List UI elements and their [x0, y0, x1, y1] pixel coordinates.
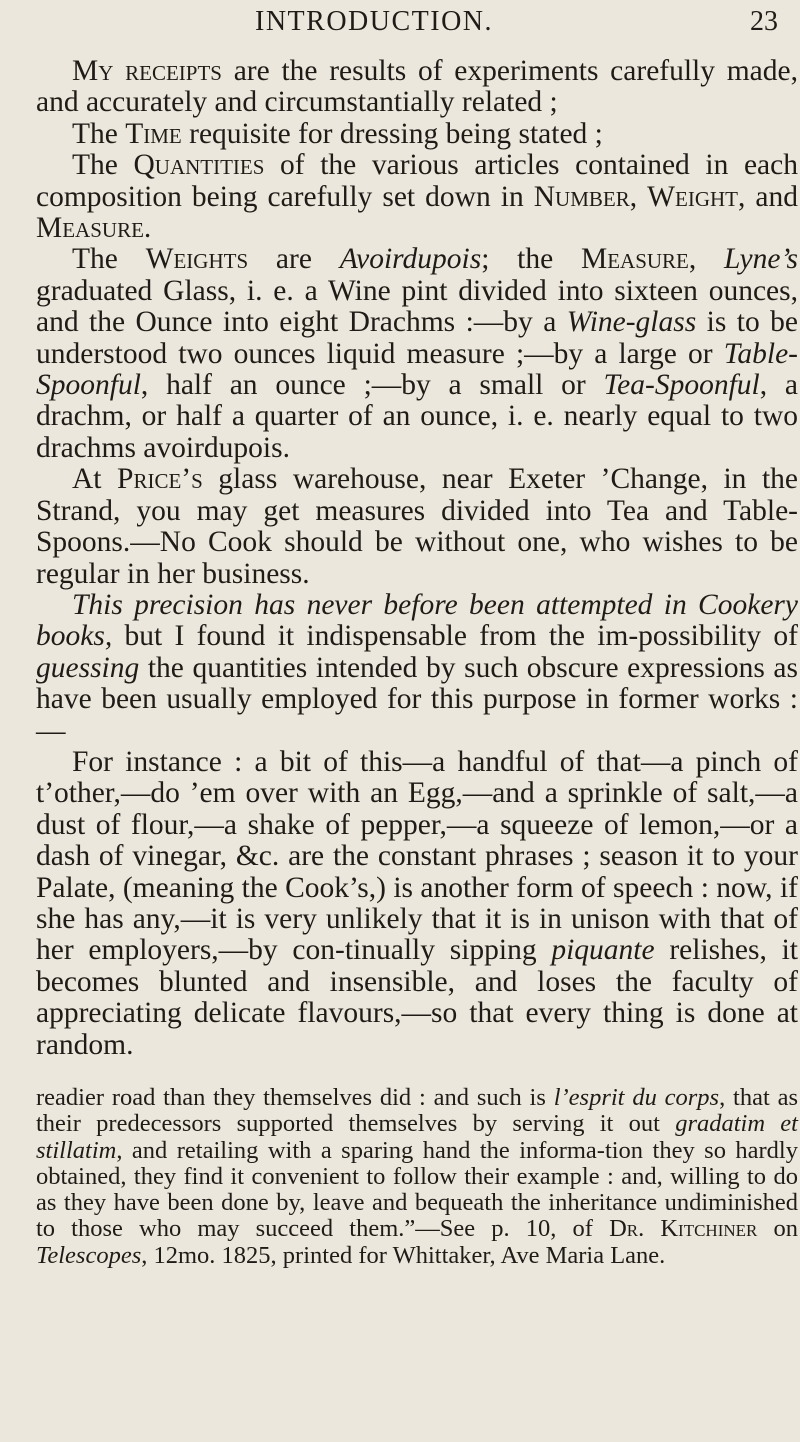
- paragraph-receipts: [36, 56, 798, 119]
- term-avoirdupois: Avoirdupois: [339, 243, 482, 276]
- term-telescopes: Telescopes: [36, 1241, 142, 1269]
- term-quantities: Quantities: [133, 149, 265, 182]
- term-wine-glass: Wine-glass: [566, 306, 697, 339]
- paragraph-weights: [36, 244, 798, 464]
- term-piquante: piquante: [551, 934, 655, 967]
- term-measure: Measure: [36, 212, 144, 245]
- text-run: The: [72, 149, 134, 182]
- text-run: graduated Glass, i. e. a Wine pint divided into sixteen ounces, and the Ounce into eight Drachms :—by a: [36, 274, 798, 339]
- text-run: The: [72, 243, 146, 276]
- term-number: Number: [533, 180, 630, 213]
- footnote: [36, 1085, 798, 1269]
- text-run: requisite for dressing being stated ;: [181, 117, 603, 150]
- text-run: The: [72, 117, 126, 150]
- text-run: but I found it indispensable from the im-possibility of: [112, 620, 798, 653]
- term-price: Price’s: [117, 463, 203, 496]
- footnote-text: [36, 1085, 798, 1269]
- text-run: , half an ounce ;—by a small or: [140, 369, 604, 402]
- term-lynes: Lyne’s: [724, 243, 798, 276]
- paragraph-quantities: [36, 150, 798, 244]
- text-run: , and: [737, 180, 798, 213]
- term-table-spoonful: Table-Spoonful: [36, 337, 798, 402]
- term-kitchiner: Dr. Kitchiner: [609, 1215, 758, 1243]
- text-run: readier road than they themselves did : and such is: [36, 1084, 554, 1111]
- text-run: glass warehouse, near Exeter ’Change, in the Strand, you may get measures divided into Tea and Table-Spoons.—No Cook should be without one, who wishes to be regular in her business.: [36, 463, 798, 590]
- term-weight: Weight: [647, 180, 738, 213]
- paragraph-price: [36, 464, 798, 590]
- page-header: [0, 6, 800, 46]
- text-run: are the results of experiments carefully made, and accurately and circumstantially related ;: [36, 55, 798, 119]
- term-esprit: l’esprit du corps: [553, 1084, 720, 1111]
- italic-lead: This precision has never before been attempted in Cookery books,: [36, 588, 798, 653]
- text-run: ,: [688, 243, 725, 276]
- text-run: .: [143, 212, 152, 245]
- text-run: , that as their predecessors supported themselves by serving it out: [36, 1084, 798, 1138]
- paragraph-lead: My receipts: [72, 55, 222, 87]
- text-run: ,: [629, 180, 648, 213]
- text-run: are: [248, 243, 340, 276]
- term-guessing: guessing: [36, 651, 140, 684]
- paragraph-time: [36, 119, 798, 150]
- text-run: At: [72, 463, 118, 496]
- text-run: ; the: [481, 243, 581, 276]
- running-title: INTRODUCTION.: [255, 6, 494, 37]
- page-number: 23: [750, 6, 778, 37]
- main-text: [36, 56, 798, 1061]
- term-tea-spoonful: Tea-Spoonful: [603, 369, 760, 402]
- text-run: , 12mo. 1825, printed for Whittaker, Ave Maria Lane.: [141, 1241, 666, 1269]
- text-run: , and retailing with a sparing hand the informa-tion they so hardly obtained, they find it convenient to follow their example : and, willing to do as they have been done by, leave and bequeath the inheritance undiminished to those who may succeed them.”—See p. 10, of: [36, 1136, 798, 1243]
- paragraph-precision: [36, 590, 798, 747]
- text-run: , a drachm, or half a quarter of an ounce, i. e. nearly equal to two drachms avoirdupois.: [36, 369, 799, 464]
- term-weights: Weights: [145, 243, 249, 276]
- text-run: the quantities intended by such obscure expressions as have been usually employed for this purpose in former works : —: [36, 651, 798, 747]
- text-run: For instance : a bit of this—a handful of that—a pinch of t’other,—do ’em over with an Egg,—and a sprinkle of salt,—a dust of flour,—a shake of pepper,—a squeeze of lemon,—or a dash of vinegar, &c. are the constant phrases ; season it to your Palate, (meaning the Cook’s,) is another form of speech : now, if she has any,—it is very unlikely that it is in unison with that of her employers,—by con-tinually sipping: [36, 745, 798, 967]
- text-run: of the various articles contained in each composition being carefully set down in: [36, 149, 798, 213]
- term-gradatim: gradatim et stillatim: [36, 1110, 798, 1164]
- text-run: relishes, it becomes blunted and insensible, and loses the faculty of appreciating delicate flavours,—so that every thing is done at random.: [36, 934, 798, 1061]
- term-time: Time: [125, 117, 182, 150]
- paragraph-instance: [36, 747, 798, 1061]
- term-measure: Measure: [580, 243, 689, 276]
- text-run: is to be understood two ounces liquid measure ;—by a large or: [36, 306, 798, 370]
- text-run: on: [757, 1215, 798, 1243]
